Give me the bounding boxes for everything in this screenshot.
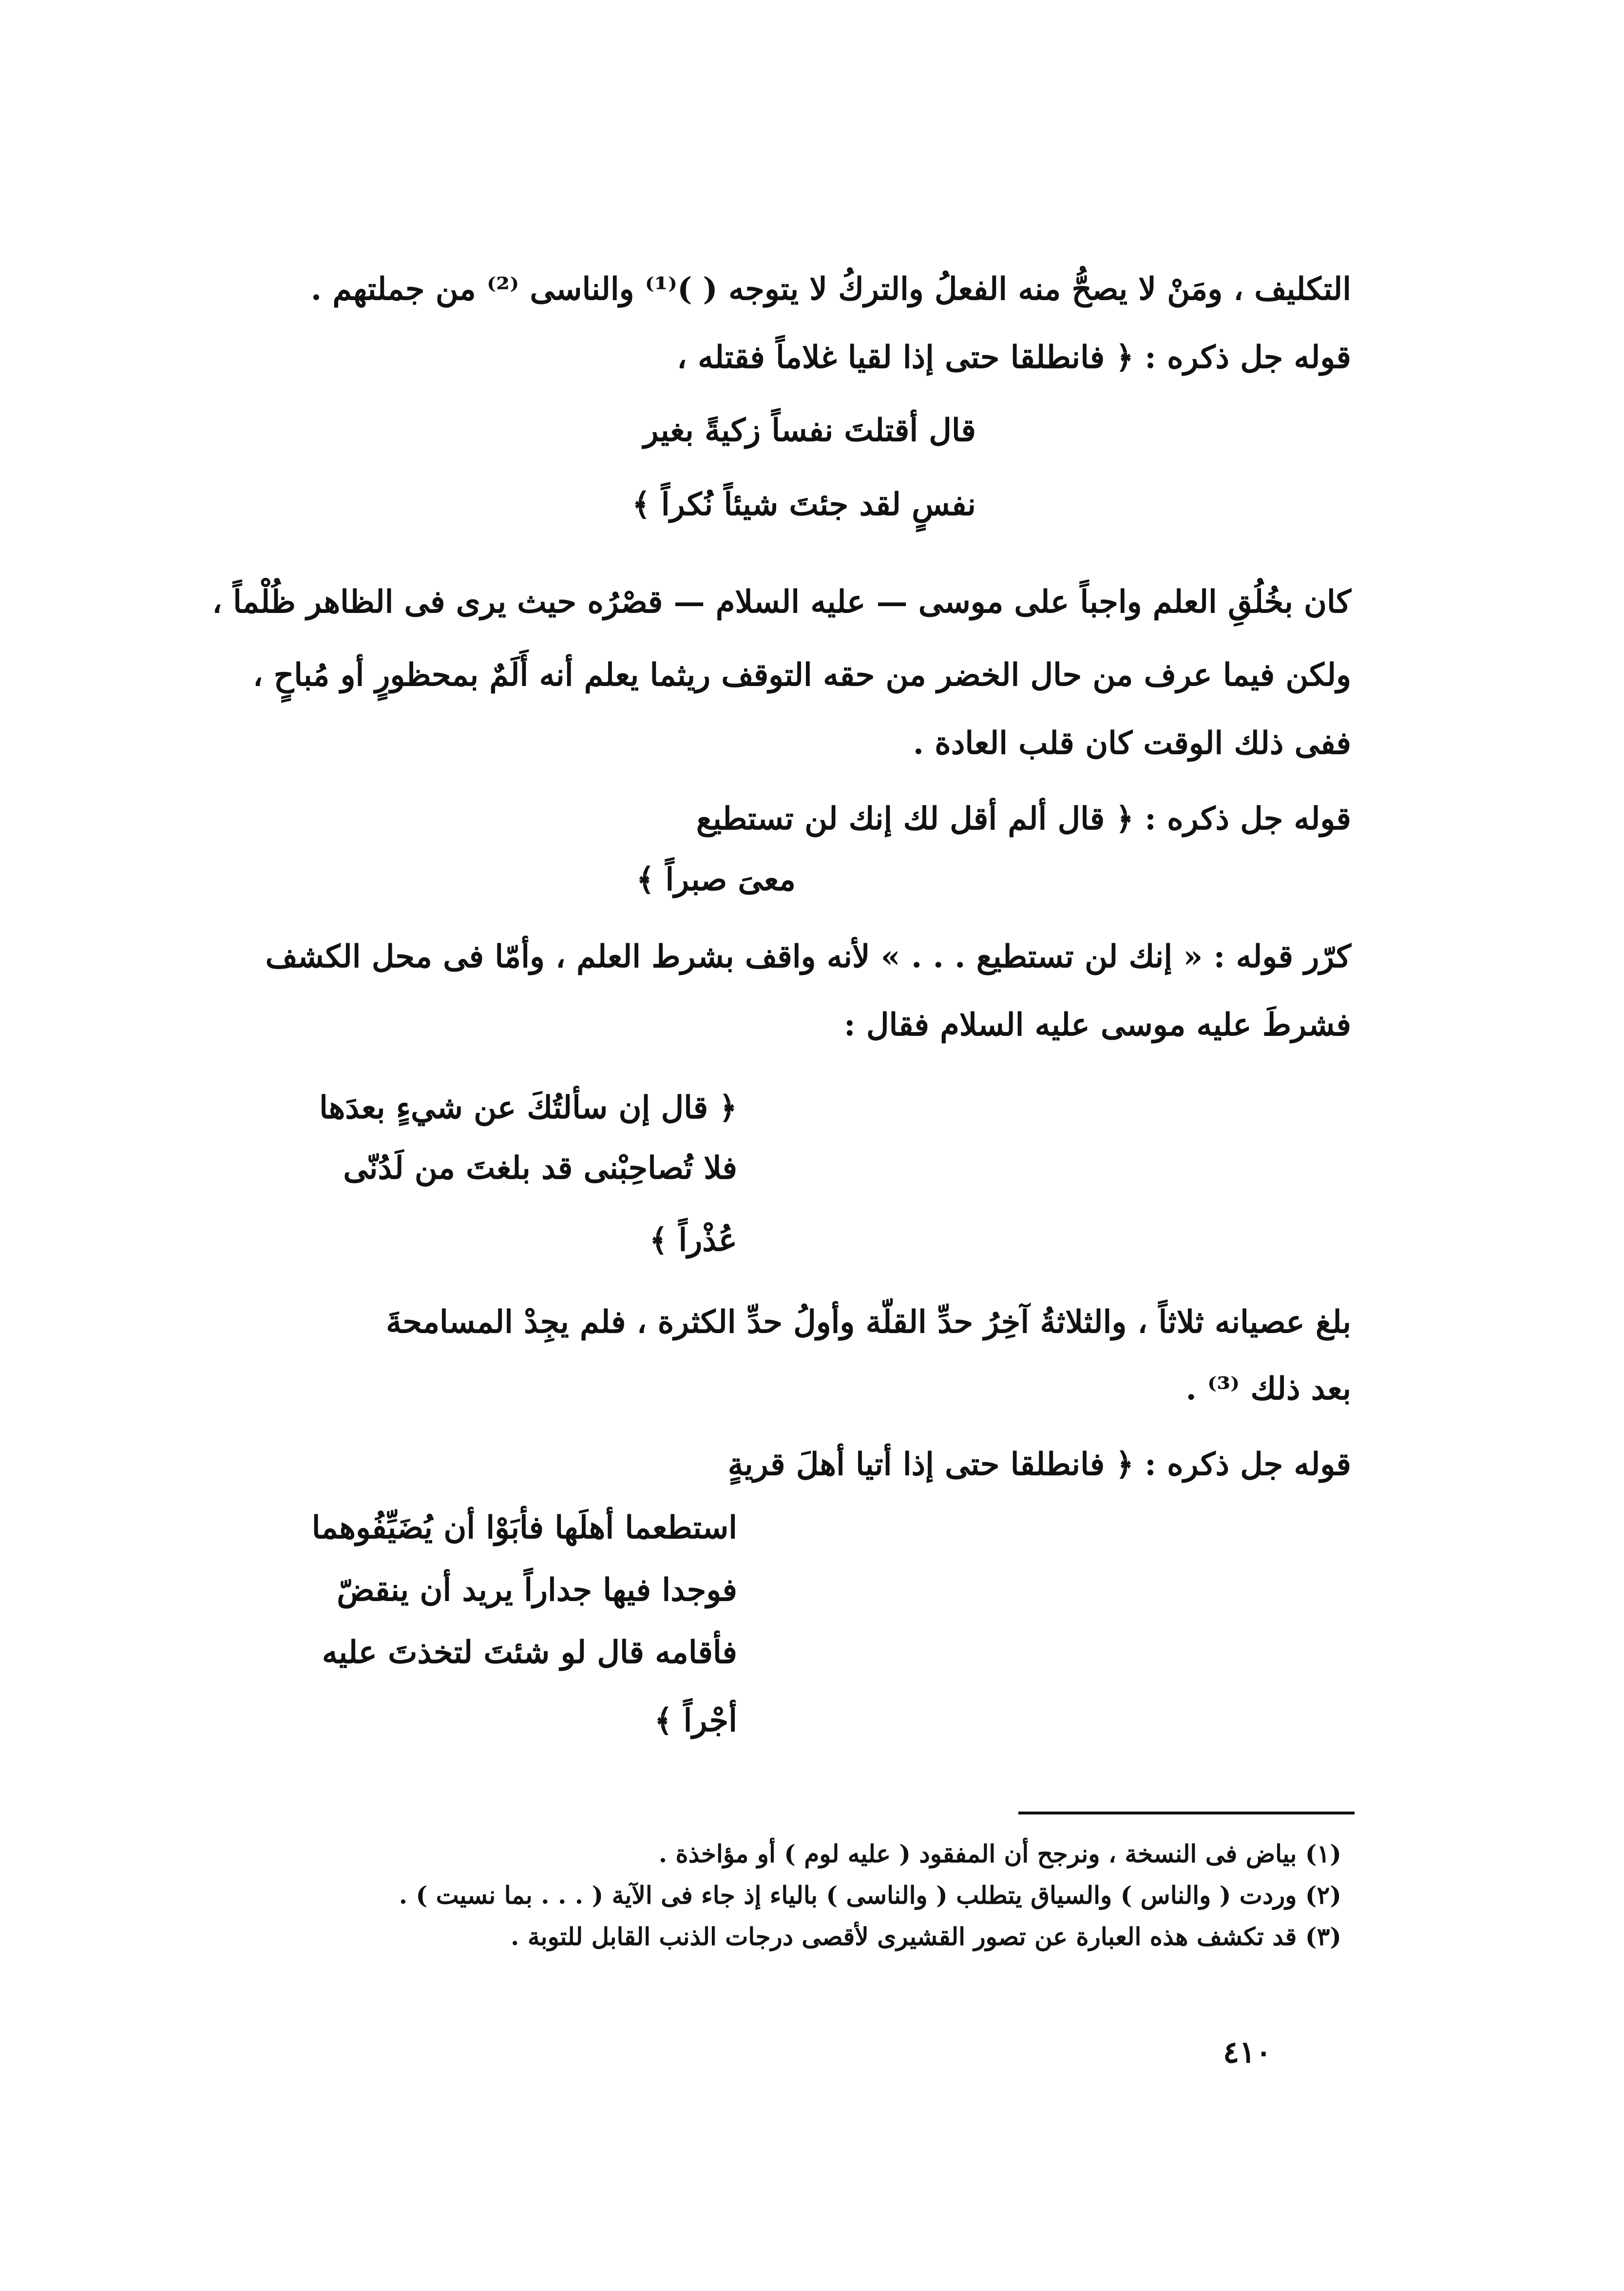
footnote: (٣) قد تكشف هذه العبارة عن تصور القشيرى لأقصى درجات الذنب القابل للتوبة . [511,1922,1341,1951]
quran-verse-intro: قوله جل ذكره : ﴿ فانطلقا حتى إذا أتيا أهلَ قريةٍ [727,1446,1351,1483]
quran-verse-line: استطعما أهلَها فأبَوْا أن يُضَيِّفُوهما [311,1509,737,1546]
body-text-line: ولكن فيما عرف من حال الخضر من حقه التوقف ريثما يعلم أنه أَلَمٌ بمحظورٍ أو مُباحٍ ، [252,657,1351,693]
quran-verse-line: قال أقتلتَ نفساً زكيةً بغير [643,412,976,449]
body-text-line: التكليف ، ومَنْ لا يصحُّ منه الفعلُ والتركُ لا يتوجه ( )⁽¹⁾ والناسى ⁽²⁾ من جملتهم . [310,271,1351,307]
quran-verse-line: فوجدا فيها جداراً يريد أن ينقضّ [337,1572,737,1608]
quran-verse-intro: قوله جل ذكره : ﴿ قال ألم أقل لك إنك لن تستطيع [696,801,1351,837]
footnote-separator [1018,1812,1355,1814]
quran-verse-line: أجْراً ﴾ [654,1702,737,1739]
quran-verse-line: نفسٍ لقد جئتَ شيئاً نُكراً ﴾ [632,486,976,523]
footnote: (١) بياض فى النسخة ، ونرجح أن المفقود ( عليه لوم ) أو مؤاخذة . [658,1839,1341,1868]
quran-verse-line: فأقامه قال لو شئتَ لتخذتَ عليه [322,1634,737,1671]
body-text-line: فشرطَ عليه موسى عليه السلام فقال : [844,1007,1351,1043]
quran-verse-intro: قوله جل ذكره : ﴿ فانطلقا حتى إذا لقيا غلاماً فقتله ، [677,339,1351,376]
body-text-line: بعد ذلك ⁽³⁾ . [1185,1371,1351,1407]
footnote: (٢) وردت ( والناس ) والسياق يتطلب ( والناسى ) بالياء إذ جاء فى الآية ( . . . بما نسيت ) . [399,1881,1341,1909]
quran-verse-line: ﴿ قال إن سألتُكَ عن شيءٍ بعدَها [319,1089,737,1126]
page-number: ٤١٠ [1223,2034,1272,2070]
quran-verse-line: فلا تُصاحِبْنى قد بلغتَ من لَدُنّى [343,1150,737,1186]
body-text-line: ففى ذلك الوقت كان قلب العادة . [913,725,1351,762]
quran-verse-line: عُذْراً ﴾ [649,1222,737,1259]
body-text-line: بلغ عصيانه ثلاثاً ، والثلاثةُ آخِرُ حدِّ القلّة وأولُ حدِّ الكثرة ، فلم يجِدْ المسامحةَ [386,1304,1351,1340]
body-text-line: كرّر قوله : « إنك لن تستطيع . . . » لأنه واقف بشرط العلم ، وأمّا فى محل الكشف [265,938,1351,975]
quran-verse-line: معىَ صبراً ﴾ [636,861,796,898]
body-text-line: كان بخُلُقِ العلم واجباً على موسى — عليه السلام — قصْرُه حيث يرى فى الظاهر ظُلْماً ، [212,584,1351,620]
